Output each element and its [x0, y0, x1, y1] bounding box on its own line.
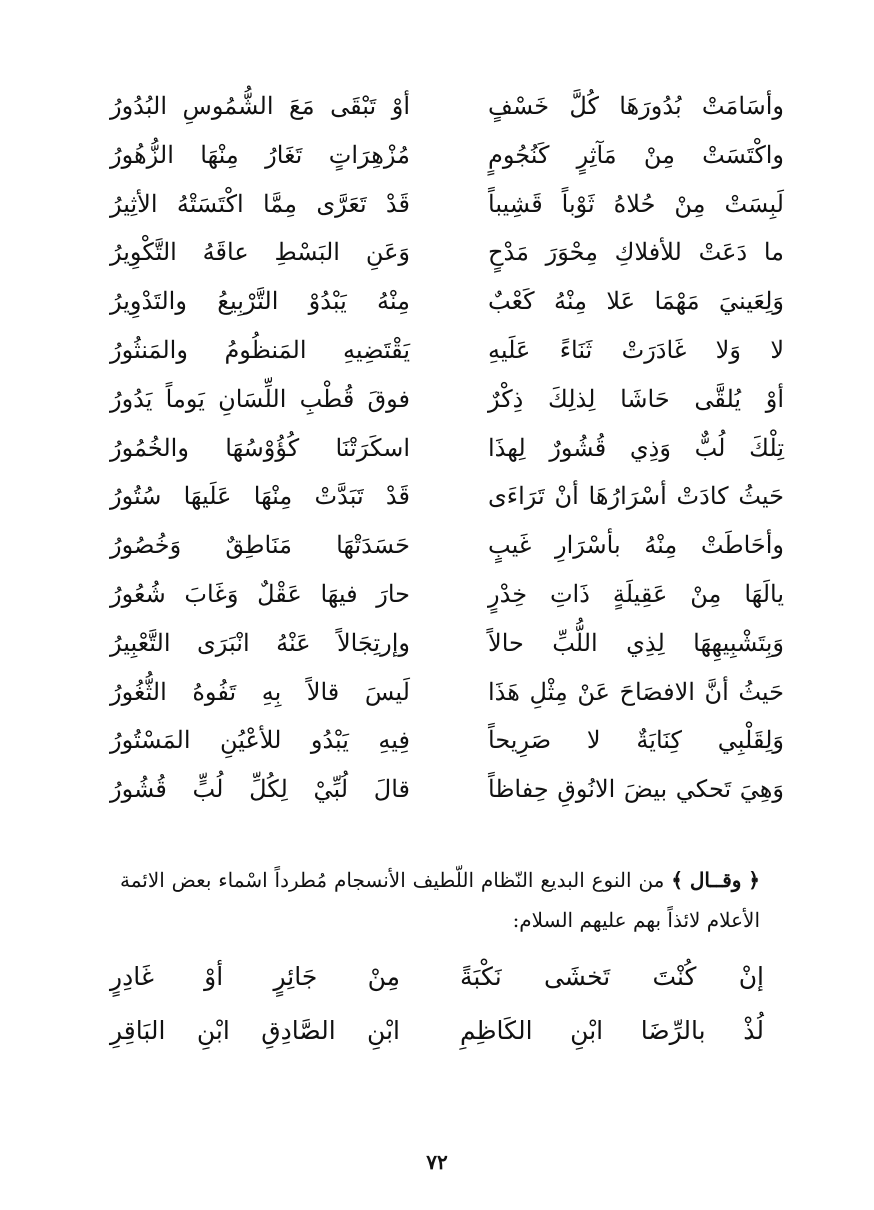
second-hemistich: فوقَ قُطْبِ اللِّسَانِ يَوماً يَدُورُ	[110, 384, 410, 413]
verse-line	[90, 424, 784, 473]
first-hemistich: ما دَعَتْ للأفلاكِ مِحْوَرَ مَدْحٍ	[488, 238, 784, 267]
second-hemistich: قَدْ تَبَدَّتْ مِنْهَا عَلَيهَا سُتُورُ	[110, 482, 410, 511]
first-hemistich: حَيثُ أنَّ الافصَاحَ عَنْ مِثْلِ هَذَا	[488, 677, 784, 706]
prose-paragraph	[120, 860, 760, 940]
first-hemistich: لُذْ بالرِّضَا ابْنِ الكَاظِمِ	[460, 1016, 764, 1045]
page-number: ٧٢	[426, 1150, 448, 1174]
verse-line	[90, 668, 784, 717]
verse-line	[90, 619, 784, 668]
second-hemistich: أوْ تَبْقَى مَعَ الشُّمُوسِ البُدُورُ	[110, 92, 410, 120]
poem-block	[90, 82, 784, 814]
second-hemistich: فِيهِ يَبْدُو للأعْيُنِ المَسْتُورُ	[110, 726, 410, 755]
second-poem-block	[90, 950, 764, 1058]
first-hemistich: إنْ كُنْتَ تَخشَى نَكْبَةً	[460, 962, 764, 991]
second-hemistich: قالَ لُبِّيْ لِكُلِّ لُبٍّ قُشُورُ	[110, 775, 410, 804]
first-hemistich: واكْتَسَتْ مِنْ مَآثِرٍ كَنُجُومٍ	[488, 140, 784, 169]
closing-bracket: ﴾	[671, 868, 683, 892]
second-hemistich: مِنْهُ يَبْدُوْ التَّرْبِيعُ والتَدْوِيرُ	[110, 287, 410, 316]
second-hemistich: وإرتِجَالاً عَنْهُ انْبَرَى التَّعْبِيرُ	[110, 628, 410, 657]
second-hemistich: لَيسَ قالاً بِهِ تَفُوهُ الثُّغُورُ	[110, 677, 410, 706]
first-hemistich: أوْ يُلقَّى حَاشَا لِذلِكَ ذِكْرٌ	[488, 384, 784, 413]
first-hemistich: وأسَامَتْ بُدُورَهَا كُلَّ خَسْفٍ	[488, 92, 784, 120]
second-hemistich: مِنْ جَائِرٍ أوْ غَادِرٍ	[110, 962, 400, 991]
verse-line	[90, 375, 784, 424]
second-hemistich: قَدْ تَعَرَّى مِمَّا اكْتَسَتْهُ الأثِيرُ	[110, 189, 410, 218]
verse-line	[90, 765, 784, 814]
first-hemistich: وَلِقَلْبِي كِنَايَةٌ لا صَرِيحاً	[488, 726, 784, 755]
second-hemistich: يَقْتَضِيهِ المَنظُومُ والمَنثُورُ	[110, 335, 410, 364]
verse-line	[90, 180, 784, 229]
first-hemistich: لَبِسَتْ مِنْ حُلاهُ ثَوْباً قَشِيباً	[488, 189, 784, 218]
second-hemistich: حارَ فيهَا عَقْلٌ وَغَابَ شُعُورُ	[110, 579, 410, 608]
first-hemistich: لا وَلا غَادَرَتْ ثَنَاءً عَلَيهِ	[488, 335, 784, 364]
verse-line	[90, 228, 784, 277]
second-hemistich: مُزْهِرَاتٍ تَغَارُ مِنْهَا الزُّهُورُ	[110, 140, 410, 169]
second-hemistich: اسكَرَتْنَا كُؤُوْسُهَا والخُمُورُ	[110, 433, 410, 462]
prose-text: من النوع البديع النّظام اللّطيف الأنسجام مُطرداً اسْماء بعض الائمة الأعلام لائذاً بهم عليهم السلام:	[120, 868, 760, 932]
verse-line	[90, 277, 784, 326]
first-hemistich: وَبِتَشْبِيهِهَا لِذِي اللُّبِّ حالاً	[488, 628, 784, 657]
verse-line	[90, 326, 784, 375]
second-hemistich: ابْنِ الصَّادِقِ ابْنِ البَاقِرِ	[110, 1016, 400, 1045]
second-hemistich: حَسَدَتْهَا مَنَاطِقٌ وَخُصُورُ	[110, 531, 410, 560]
first-hemistich: تِلْكَ لُبٌّ وَذِي قُشُورٌ لِهذَا	[488, 433, 784, 462]
first-hemistich: وَهِيَ تَحكي بيضَ الانُوقِ حِفاظاً	[488, 775, 784, 804]
verse-line	[90, 716, 784, 765]
verse-line	[90, 1004, 764, 1058]
verse-line	[90, 570, 784, 619]
verse-line	[90, 472, 784, 521]
verse-line	[90, 131, 784, 180]
first-hemistich: وَلِعَينيَ مَهْمَا عَلا مِنْهُ كَعْبٌ	[488, 287, 784, 316]
opening-bracket: ﴿	[748, 868, 761, 892]
first-hemistich: يالَهَا مِنْ عَقِيلَةٍ ذَاتِ خِدْرٍ	[488, 579, 784, 608]
verse-line	[90, 950, 764, 1004]
section-heading: وقــال	[689, 868, 742, 892]
verse-line	[90, 82, 784, 131]
verse-line	[90, 521, 784, 570]
first-hemistich: حَيثُ كادَتْ أسْرَارُهَا أنْ تَرَاءَى	[488, 482, 784, 511]
first-hemistich: وأحَاطَتْ مِنْهُ بأسْرَارِ غَيبٍ	[488, 531, 784, 560]
second-hemistich: وَعَنِ البَسْطِ عاقَهُ التَّكْوِيرُ	[110, 238, 410, 267]
